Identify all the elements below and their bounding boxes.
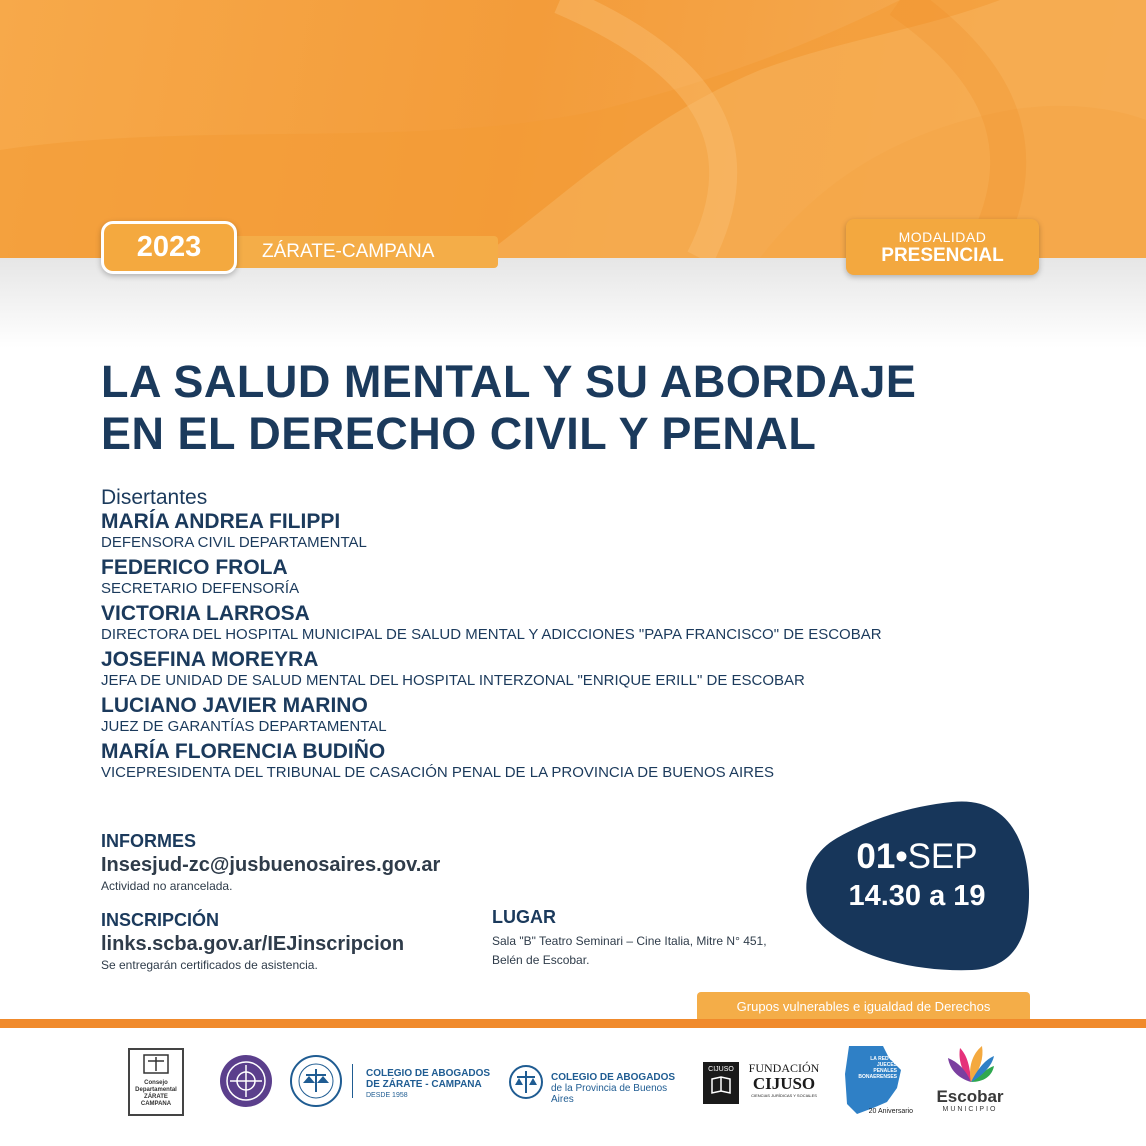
speaker-name: MARÍA ANDREA FILIPPI — [101, 510, 341, 533]
speakers-label: Disertantes — [101, 486, 208, 509]
lugar-address — [492, 932, 852, 970]
consejo-logo — [128, 1048, 184, 1116]
modality-label: MODALIDAD — [898, 228, 987, 245]
consejo-text-1: Consejo — [144, 1080, 168, 1086]
lugar-heading: LUGAR — [492, 907, 556, 927]
city-label: ZÁRATE-CAMPANA — [226, 236, 498, 268]
speaker-role: SECRETARIO DEFENSORÍA — [101, 580, 300, 597]
cijuso-text — [744, 1062, 824, 1099]
consejo-text-2: Departamental — [135, 1087, 177, 1093]
footer-rule — [0, 1019, 1146, 1028]
lugar-section — [492, 906, 852, 970]
red-jueces-text — [849, 1056, 897, 1080]
informes-section — [101, 830, 521, 894]
date-day: 01 — [856, 837, 896, 876]
year-badge: 2023 — [101, 221, 237, 274]
speaker-name: JOSEFINA MOREYRA — [101, 648, 319, 671]
colegio-zc-line-3: DESDE 1958 — [366, 1092, 408, 1099]
lugar-line-2: Belén de Escobar. — [492, 953, 590, 967]
speaker-item — [101, 602, 1101, 644]
cijuso-badge-text: CIJUSO — [708, 1066, 734, 1073]
red-jueces-line-2: JUECES — [876, 1062, 897, 1068]
inscripcion-heading: INSCRIPCIÓN — [101, 910, 220, 930]
colegio-pba-line-1: COLEGIO DE ABOGADOS — [551, 1072, 676, 1083]
informes-heading: INFORMES — [101, 831, 197, 851]
title-line-2: EN EL DERECHO CIVIL Y PENAL — [101, 408, 817, 459]
institute-seal-logo — [218, 1053, 274, 1109]
modality-value: PRESENCIAL — [881, 244, 1004, 266]
informes-email-link[interactable]: Insesjud-zc@jusbuenosaires.gov.ar — [101, 854, 441, 876]
speaker-name: FEDERICO FROLA — [101, 556, 288, 579]
speaker-role: DIRECTORA DEL HOSPITAL MUNICIPAL DE SALUD MENTAL Y ADICCIONES "PAPA FRANCISCO" DE ESCOBAR — [101, 626, 882, 643]
colegio-pba-line-2: de la Provincia de Buenos Aires — [551, 1083, 668, 1105]
event-time: 14.30 a 19 — [848, 880, 986, 912]
topic-tag: Grupos vulnerables e igualdad de Derechos — [697, 992, 1030, 1020]
scales-icon — [141, 1053, 171, 1075]
consejo-text-3: ZÁRATE — [144, 1094, 168, 1100]
modality-badge — [846, 219, 1039, 275]
escobar-line-2: MUNICIPIO — [942, 1106, 998, 1113]
event-date — [812, 836, 1022, 878]
date-block — [812, 836, 1022, 914]
title-line-1: LA SALUD MENTAL Y SU ABORDAJE — [101, 356, 917, 407]
red-jueces-line-4: BONAERENSES — [858, 1074, 897, 1080]
consejo-text-4: CAMPANA — [140, 1101, 172, 1107]
inscripcion-section — [101, 909, 521, 973]
escobar-flower-logo — [946, 1042, 996, 1086]
informes-note: Actividad no arancelada. — [101, 879, 233, 893]
speaker-item — [101, 740, 1101, 782]
speaker-item — [101, 648, 1101, 690]
speaker-role: DEFENSORA CIVIL DEPARTAMENTAL — [101, 534, 367, 551]
red-jueces-line-3: PENALES — [873, 1068, 897, 1074]
cijuso-badge — [703, 1062, 739, 1104]
red-jueces-line-5: 20 Aniversario — [868, 1108, 913, 1115]
speaker-name: VICTORIA LARROSA — [101, 602, 310, 625]
book-icon — [710, 1074, 732, 1096]
speaker-name: LUCIANO JAVIER MARINO — [101, 694, 368, 717]
colegio-zc-line-2: DE ZÁRATE - CAMPANA — [366, 1079, 482, 1090]
speakers-section — [101, 486, 1101, 786]
lugar-line-1: Sala "B" Teatro Seminari – Cine Italia, Mitre N° 451, — [492, 934, 767, 948]
speaker-item — [101, 694, 1101, 736]
escobar-text — [930, 1088, 1010, 1114]
sponsor-logos — [0, 1028, 1146, 1146]
inscripcion-link[interactable]: links.scba.gov.ar/IEJinscripcion — [101, 933, 405, 955]
escobar-line-1: Escobar — [936, 1087, 1004, 1106]
speaker-role: JUEZ DE GARANTÍAS DEPARTAMENTAL — [101, 718, 387, 735]
speaker-item — [101, 510, 1101, 552]
date-month: SEP — [907, 837, 978, 876]
inscripcion-note: Se entregarán certificados de asistencia. — [101, 958, 318, 972]
colegio-pba-icon — [508, 1064, 544, 1100]
event-title — [101, 356, 1101, 460]
logo-divider — [352, 1064, 357, 1098]
colegio-zc-seal-logo — [289, 1054, 343, 1108]
speaker-role: JEFA DE UNIDAD DE SALUD MENTAL DEL HOSPITAL INTERZONAL "ENRIQUE ERILL" DE ESCOBAR — [101, 672, 805, 689]
red-jueces-line-1: LA RED DE — [870, 1056, 897, 1062]
colegio-zc-line-1: COLEGIO DE ABOGADOS — [366, 1068, 491, 1079]
cijuso-line-3: CIENCIAS JURÍDICAS Y SOCIALES — [751, 1093, 817, 1098]
speaker-role: VICEPRESIDENTA DEL TRIBUNAL DE CASACIÓN PENAL DE LA PROVINCIA DE BUENOS AIRES — [101, 764, 774, 781]
speaker-item — [101, 556, 1101, 598]
cijuso-line-1: FUNDACIÓN — [748, 1061, 820, 1075]
speaker-name: MARÍA FLORENCIA BUDIÑO — [101, 740, 386, 763]
colegio-pba-text — [551, 1072, 691, 1105]
colegio-zc-text — [366, 1068, 506, 1101]
red-jueces-logo — [843, 1044, 913, 1120]
cijuso-line-2: CIJUSO — [752, 1074, 816, 1093]
date-dot-icon: • — [895, 837, 908, 876]
